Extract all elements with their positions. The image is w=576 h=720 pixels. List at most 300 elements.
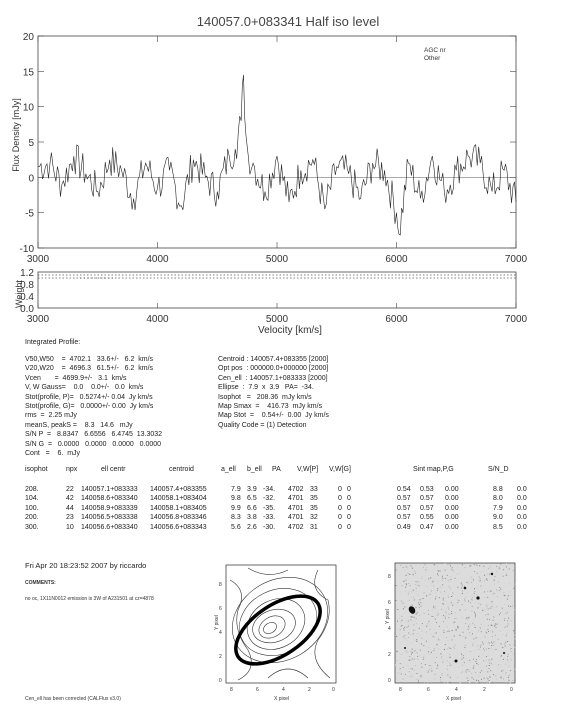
noise-pixel — [468, 629, 469, 630]
noise-pixel — [496, 599, 497, 600]
y-tick-label: 5 — [28, 138, 34, 149]
noise-pixel — [416, 614, 417, 615]
noise-pixel — [485, 637, 486, 638]
noise-pixel — [433, 616, 434, 617]
noise-pixel — [425, 570, 426, 571]
noise-pixel — [481, 657, 482, 658]
noise-pixel — [397, 660, 398, 661]
noise-pixel — [448, 609, 449, 610]
noise-pixel — [444, 649, 445, 650]
noise-pixel — [445, 618, 446, 619]
noise-pixel — [440, 677, 441, 678]
noise-pixel — [460, 595, 461, 596]
noise-pixel — [433, 607, 434, 608]
noise-pixel — [438, 639, 439, 640]
noise-pixel — [445, 563, 446, 564]
iso-cell: 0 — [338, 514, 342, 522]
noise-pixel — [423, 645, 424, 646]
noise-pixel — [478, 664, 479, 665]
map-ytick: 8 — [388, 574, 391, 580]
noise-pixel — [506, 566, 507, 567]
noise-pixel — [459, 578, 460, 579]
iso-cell: 0 — [338, 486, 342, 493]
noise-pixel — [435, 598, 436, 599]
noise-pixel — [483, 666, 484, 667]
noise-pixel — [475, 617, 476, 618]
noise-pixel — [412, 605, 413, 606]
iso-cell: 0.57 — [420, 495, 434, 503]
noise-pixel — [399, 618, 400, 619]
optical-image — [380, 558, 530, 708]
noise-pixel — [469, 682, 470, 683]
noise-pixel — [416, 591, 417, 592]
noise-pixel — [448, 586, 449, 587]
iso-cell: 8.8 — [493, 486, 503, 493]
noise-pixel — [434, 564, 435, 565]
noise-pixel — [488, 563, 489, 564]
noise-pixel — [421, 638, 422, 639]
noise-pixel — [463, 664, 464, 665]
noise-pixel — [467, 629, 468, 630]
noise-pixel — [403, 667, 404, 668]
noise-pixel — [491, 630, 492, 631]
noise-pixel — [479, 565, 480, 566]
noise-pixel — [418, 680, 419, 681]
noise-pixel — [451, 664, 452, 665]
noise-pixel — [464, 599, 465, 600]
noise-pixel — [474, 593, 475, 594]
noise-pixel — [430, 594, 431, 595]
noise-pixel — [452, 605, 453, 606]
noise-pixel — [411, 668, 412, 669]
iso-cell: 300. — [25, 523, 39, 531]
noise-pixel — [398, 672, 399, 673]
noise-pixel — [428, 672, 429, 673]
map-xtick: 4 — [455, 687, 458, 693]
noise-pixel — [473, 667, 474, 668]
noise-pixel — [495, 623, 496, 624]
noise-pixel — [443, 630, 444, 631]
optical-image-bg — [395, 563, 515, 683]
noise-pixel — [420, 650, 421, 651]
noise-pixel — [472, 606, 473, 607]
weight-y-tick-label: 0.4 — [20, 292, 34, 303]
noise-pixel — [423, 598, 424, 599]
noise-pixel — [443, 604, 444, 605]
noise-pixel — [489, 668, 490, 669]
noise-pixel — [456, 629, 457, 630]
iso-table-row — [25, 524, 565, 533]
noise-pixel — [438, 571, 439, 572]
noise-pixel — [432, 609, 433, 610]
noise-pixel — [491, 569, 492, 570]
iso-cell: 8.3 — [231, 514, 241, 522]
noise-pixel — [493, 653, 494, 654]
noise-pixel — [427, 586, 428, 587]
iso-cell: -34. — [263, 486, 276, 493]
noise-pixel — [427, 651, 428, 652]
noise-pixel — [431, 652, 432, 653]
noise-pixel — [496, 566, 497, 567]
iso-cell: 10 — [66, 523, 74, 531]
noise-pixel — [509, 569, 510, 570]
noise-pixel — [444, 644, 445, 645]
noise-pixel — [490, 670, 491, 671]
noise-pixel — [447, 675, 448, 676]
noise-pixel — [503, 592, 504, 593]
noise-pixel — [482, 642, 483, 643]
noise-pixel — [508, 654, 509, 655]
noise-pixel — [514, 654, 515, 655]
noise-pixel — [428, 651, 429, 652]
noise-pixel — [494, 627, 495, 628]
noise-pixel — [468, 627, 469, 628]
noise-pixel — [443, 578, 444, 579]
noise-pixel — [405, 674, 406, 675]
noise-pixel — [483, 614, 484, 615]
noise-pixel — [441, 587, 442, 588]
noise-pixel — [465, 623, 466, 624]
noise-pixel — [432, 582, 433, 583]
noise-pixel — [508, 677, 509, 678]
noise-pixel — [404, 628, 405, 629]
map-xtick: 6 — [256, 687, 259, 693]
noise-pixel — [510, 682, 511, 683]
noise-pixel — [486, 649, 487, 650]
noise-pixel — [503, 571, 504, 572]
noise-pixel — [510, 628, 511, 629]
noise-pixel — [478, 607, 479, 608]
noise-pixel — [461, 659, 462, 660]
noise-pixel — [488, 655, 489, 656]
noise-pixel — [485, 615, 486, 616]
noise-pixel — [401, 674, 402, 675]
noise-pixel — [500, 630, 501, 631]
noise-pixel — [410, 619, 411, 620]
noise-pixel — [484, 678, 485, 679]
x-tick-label: 3000 — [26, 254, 50, 265]
iso-table-row — [25, 505, 565, 514]
noise-pixel — [453, 647, 454, 648]
noise-pixel — [445, 612, 446, 613]
noise-pixel — [493, 620, 494, 621]
noise-pixel — [428, 614, 429, 615]
noise-pixel — [465, 637, 466, 638]
noise-pixel — [450, 576, 451, 577]
noise-pixel — [459, 583, 460, 584]
iso-cell: 200. — [25, 514, 39, 522]
noise-pixel — [437, 666, 438, 667]
noise-pixel — [442, 578, 443, 579]
noise-pixel — [442, 662, 443, 663]
noise-pixel — [471, 599, 472, 600]
noise-pixel — [469, 617, 470, 618]
noise-pixel — [454, 648, 455, 649]
noise-pixel — [433, 650, 434, 651]
map-xtick: 2 — [483, 687, 486, 693]
iso-cell: 0.0 — [517, 495, 527, 503]
noise-pixel — [492, 682, 493, 683]
noise-pixel — [397, 609, 398, 610]
noise-pixel — [507, 659, 508, 660]
map-xtick: 0 — [332, 687, 335, 693]
iso-cell: 0.47 — [420, 523, 434, 531]
noise-pixel — [437, 572, 438, 573]
fitted-ellipse — [224, 582, 332, 677]
noise-pixel — [471, 582, 472, 583]
noise-pixel — [424, 564, 425, 565]
noise-pixel — [440, 653, 441, 654]
noise-pixel — [496, 590, 497, 591]
weight-x-tick-label: 4000 — [146, 314, 169, 325]
noise-pixel — [467, 593, 468, 594]
noise-pixel — [477, 682, 478, 683]
noise-pixel — [504, 595, 505, 596]
noise-pixel — [504, 604, 505, 605]
noise-pixel — [482, 682, 483, 683]
noise-pixel — [501, 671, 502, 672]
noise-pixel — [455, 578, 456, 579]
noise-pixel — [505, 613, 506, 614]
iso-table — [25, 466, 565, 536]
noise-pixel — [488, 568, 489, 569]
noise-pixel — [461, 654, 462, 655]
iso-header-cell: PA — [272, 466, 281, 473]
noise-pixel — [510, 649, 511, 650]
noise-pixel — [448, 597, 449, 598]
iso-cell: -30. — [263, 523, 276, 531]
noise-pixel — [423, 682, 424, 683]
noise-pixel — [508, 624, 509, 625]
noise-pixel — [490, 664, 491, 665]
noise-pixel — [479, 682, 480, 683]
noise-pixel — [412, 568, 413, 569]
iso-table-row — [25, 495, 565, 504]
noise-pixel — [416, 638, 417, 639]
iso-header-cell: a_ell — [221, 466, 236, 473]
noise-pixel — [410, 660, 411, 661]
noise-pixel — [401, 626, 402, 627]
noise-pixel — [431, 668, 432, 669]
map-ytick: 0 — [219, 678, 222, 684]
noise-pixel — [457, 600, 458, 601]
noise-pixel — [489, 628, 490, 629]
noise-pixel — [510, 645, 511, 646]
noise-pixel — [426, 632, 427, 633]
noise-pixel — [465, 601, 466, 602]
noise-pixel — [469, 628, 470, 629]
noise-pixel — [498, 606, 499, 607]
noise-pixel — [458, 627, 459, 628]
noise-pixel — [405, 638, 406, 639]
iso-cell: 0.57 — [397, 495, 411, 503]
iso-cell: 0.57 — [397, 504, 411, 512]
noise-pixel — [480, 578, 481, 579]
noise-pixel — [491, 647, 492, 648]
noise-pixel — [501, 655, 502, 656]
noise-pixel — [476, 639, 477, 640]
weight-y-tick-label: 0.0 — [20, 304, 34, 315]
noise-pixel — [489, 676, 490, 677]
noise-pixel — [433, 606, 434, 607]
noise-pixel — [442, 610, 443, 611]
map-xtick: 4 — [282, 687, 285, 693]
map-ylabel: Y pixel — [385, 609, 391, 624]
noise-pixel — [487, 597, 488, 598]
noise-pixel — [475, 672, 476, 673]
noise-pixel — [405, 591, 406, 592]
iso-cell: 7.9 — [493, 504, 503, 512]
noise-pixel — [486, 632, 487, 633]
noise-pixel — [455, 673, 456, 674]
noise-pixel — [418, 682, 419, 683]
noise-pixel — [515, 647, 516, 648]
noise-pixel — [437, 615, 438, 616]
noise-pixel — [459, 573, 460, 574]
noise-pixel — [502, 634, 503, 635]
noise-pixel — [450, 648, 451, 649]
noise-pixel — [414, 659, 415, 660]
noise-pixel — [416, 618, 417, 619]
noise-pixel — [478, 633, 479, 634]
noise-pixel — [412, 658, 413, 659]
noise-pixel — [413, 595, 414, 596]
noise-pixel — [495, 628, 496, 629]
noise-pixel — [410, 651, 411, 652]
noise-pixel — [400, 629, 401, 630]
noise-pixel — [399, 634, 400, 635]
noise-pixel — [511, 651, 512, 652]
noise-pixel — [449, 614, 450, 615]
comment-text: no oc, 1X11N0012 emission is 3W of A231501 at cz=4878 — [25, 596, 154, 602]
noise-pixel — [502, 661, 503, 662]
noise-pixel — [436, 622, 437, 623]
contour-map — [208, 560, 348, 710]
noise-pixel — [471, 576, 472, 577]
noise-pixel — [457, 677, 458, 678]
y-tick-label: -10 — [19, 244, 34, 255]
noise-pixel — [484, 580, 485, 581]
map-xtick: 8 — [399, 687, 402, 693]
noise-pixel — [499, 567, 500, 568]
noise-pixel — [487, 629, 488, 630]
noise-pixel — [412, 676, 413, 677]
noise-pixel — [474, 588, 475, 589]
noise-pixel — [507, 635, 508, 636]
noise-pixel — [408, 573, 409, 574]
velocity-xlabel: Velocity [km/s] — [258, 325, 322, 336]
noise-pixel — [496, 571, 497, 572]
noise-pixel — [412, 617, 413, 618]
noise-pixel — [441, 580, 442, 581]
map-ytick: 2 — [219, 654, 222, 660]
noise-pixel — [415, 565, 416, 566]
noise-pixel — [462, 593, 463, 594]
noise-pixel — [419, 615, 420, 616]
noise-pixel — [512, 680, 513, 681]
iso-cell: 35 — [310, 495, 318, 503]
noise-pixel — [401, 616, 402, 617]
noise-pixel — [432, 580, 433, 581]
x-tick-label: 5000 — [265, 254, 289, 265]
noise-pixel — [491, 645, 492, 646]
noise-pixel — [440, 592, 441, 593]
noise-pixel — [477, 609, 478, 610]
noise-pixel — [421, 667, 422, 668]
noise-pixel — [404, 581, 405, 582]
noise-pixel — [497, 624, 498, 625]
noise-pixel — [481, 670, 482, 671]
noise-pixel — [468, 583, 469, 584]
noise-pixel — [472, 645, 473, 646]
noise-pixel — [488, 631, 489, 632]
noise-pixel — [437, 588, 438, 589]
noise-pixel — [430, 629, 431, 630]
noise-pixel — [475, 614, 476, 615]
noise-pixel — [476, 667, 477, 668]
noise-pixel — [454, 622, 455, 623]
iso-cell: 2.6 — [247, 523, 257, 531]
iso-cell: 0.0 — [517, 486, 527, 493]
iso-cell: 8.5 — [493, 523, 503, 531]
noise-pixel — [413, 571, 414, 572]
noise-pixel — [467, 670, 468, 671]
noise-pixel — [436, 644, 437, 645]
noise-pixel — [463, 657, 464, 658]
noise-pixel — [423, 657, 424, 658]
noise-pixel — [470, 574, 471, 575]
noise-pixel — [472, 597, 473, 598]
noise-pixel — [403, 628, 404, 629]
noise-pixel — [412, 652, 413, 653]
iso-cell: 6.6 — [247, 504, 257, 512]
legend-line-agc: AGC nr — [424, 47, 446, 54]
noise-pixel — [478, 630, 479, 631]
weight-ylabel: Weight — [14, 280, 24, 308]
noise-pixel — [468, 594, 469, 595]
noise-pixel — [507, 620, 508, 621]
noise-pixel — [472, 600, 473, 601]
noise-pixel — [429, 669, 430, 670]
noise-pixel — [448, 617, 449, 618]
noise-pixel — [484, 598, 485, 599]
noise-pixel — [444, 666, 445, 667]
y-tick-label: 20 — [22, 32, 34, 43]
noise-pixel — [514, 669, 515, 670]
noise-pixel — [419, 628, 420, 629]
noise-pixel — [511, 648, 512, 649]
noise-pixel — [417, 675, 418, 676]
noise-pixel — [509, 666, 510, 667]
noise-pixel — [495, 641, 496, 642]
noise-pixel — [403, 567, 404, 568]
noise-pixel — [503, 670, 504, 671]
noise-pixel — [477, 585, 478, 586]
noise-pixel — [476, 564, 477, 565]
noise-pixel — [411, 592, 412, 593]
noise-pixel — [499, 614, 500, 615]
noise-pixel — [492, 643, 493, 644]
noise-pixel — [445, 644, 446, 645]
noise-pixel — [397, 651, 398, 652]
iso-cell: 0.55 — [420, 514, 434, 522]
noise-pixel — [466, 618, 467, 619]
iso-cell: 0.49 — [397, 523, 411, 531]
profile-line: Centroid : 140057.4+083355 [2000] — [218, 356, 329, 363]
noise-pixel — [414, 670, 415, 671]
noise-pixel — [476, 663, 477, 664]
noise-pixel — [446, 614, 447, 615]
